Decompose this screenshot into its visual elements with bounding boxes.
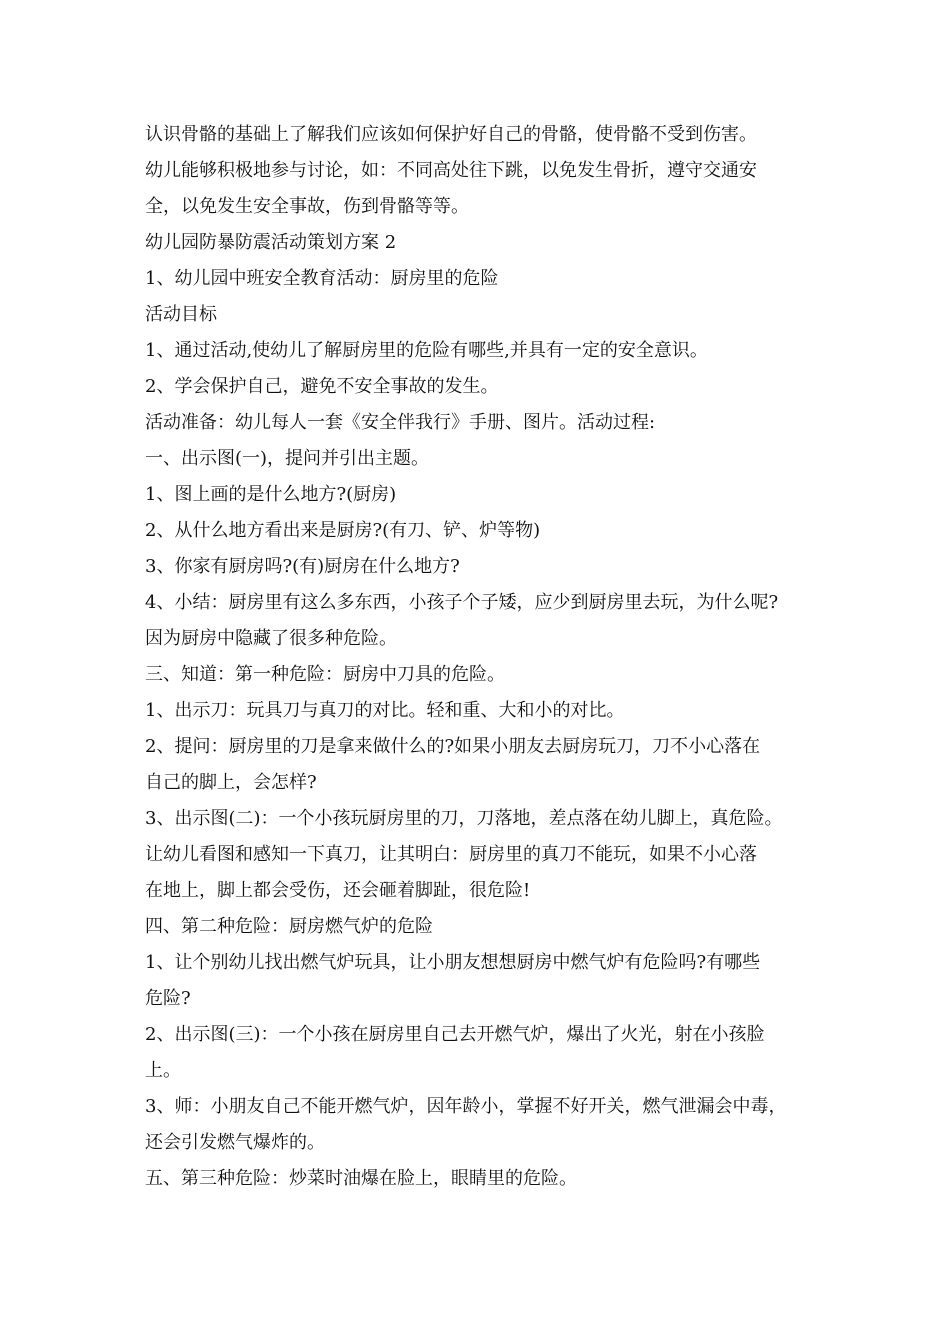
text-line: 1、图上画的是什么地方?(厨房)	[145, 484, 397, 505]
text-line: 幼儿能够积极地参与讨论，如：不同高处往下跳，以免发生骨折，遵守交通安	[145, 160, 757, 181]
text-line: 4、小结：厨房里有这么多东西，小孩子个子矮，应少到厨房里去玩，为什么呢?	[145, 592, 779, 613]
text-line: 1、让个别幼儿找出燃气炉玩具，让小朋友想想厨房中燃气炉有危险吗?有哪些	[145, 952, 761, 973]
text-line: 自己的脚上，会怎样?	[145, 772, 317, 793]
text-line: 危险?	[145, 988, 191, 1009]
text-line: 2、出示图(三)：一个小孩在厨房里自己去开燃气炉，爆出了火光，射在小孩脸	[145, 1024, 765, 1045]
text-line: 四、第二种危险：厨房燃气炉的危险	[145, 916, 433, 937]
text-line: 2、学会保护自己，避免不安全事故的发生。	[145, 376, 499, 397]
text-line: 1、通过活动,使幼儿了解厨房里的危险有哪些,并具有一定的安全意识。	[145, 340, 708, 361]
text-line: 2、从什么地方看出来是厨房?(有刀、铲、炉等物)	[145, 520, 541, 541]
text-line: 2、提问：厨房里的刀是拿来做什么的?如果小朋友去厨房玩刀，刀不小心落在	[145, 736, 761, 757]
text-line: 上。	[145, 1060, 181, 1081]
subheading: 活动目标	[145, 304, 217, 325]
text-line: 3、师：小朋友自己不能开燃气炉，因年龄小，掌握不好开关，燃气泄漏会中毒，	[145, 1096, 787, 1117]
text-line: 全，以免发生安全事故，伤到骨骼等等。	[145, 196, 469, 217]
text-line: 三、知道：第一种危险：厨房中刀具的危险。	[145, 664, 505, 685]
text-line: 活动准备：幼儿每人一套《安全伴我行》手册、图片。活动过程:	[145, 412, 656, 433]
text-line: 五、第三种危险：炒菜时油爆在脸上，眼睛里的危险。	[145, 1168, 577, 1189]
document-body	[145, 117, 825, 1197]
text-line: 因为厨房中隐藏了很多种危险。	[145, 628, 397, 649]
text-line: 3、你家有厨房吗?(有)厨房在什么地方?	[145, 556, 460, 577]
text-line: 在地上，脚上都会受伤，还会砸着脚趾，很危险!	[145, 880, 531, 901]
text-line: 3、出示图(二)：一个小孩玩厨房里的刀，刀落地，差点落在幼儿脚上，真危险。	[145, 808, 783, 829]
text-line: 1、出示刀：玩具刀与真刀的对比。轻和重、大和小的对比。	[145, 700, 625, 721]
text-line: 还会引发燃气爆炸的。	[145, 1132, 325, 1153]
text-line: 一、出示图(一)，提问并引出主题。	[145, 448, 430, 469]
text-line: 认识骨骼的基础上了解我们应该如何保护好自己的骨骼，使骨骼不受到伤害。	[145, 124, 757, 145]
section-title: 幼儿园防暴防震活动策划方案 2	[145, 232, 397, 253]
text-line: 1、幼儿园中班安全教育活动：厨房里的危险	[145, 268, 499, 289]
text-line: 让幼儿看图和感知一下真刀，让其明白：厨房里的真刀不能玩，如果不小心落	[145, 844, 757, 865]
